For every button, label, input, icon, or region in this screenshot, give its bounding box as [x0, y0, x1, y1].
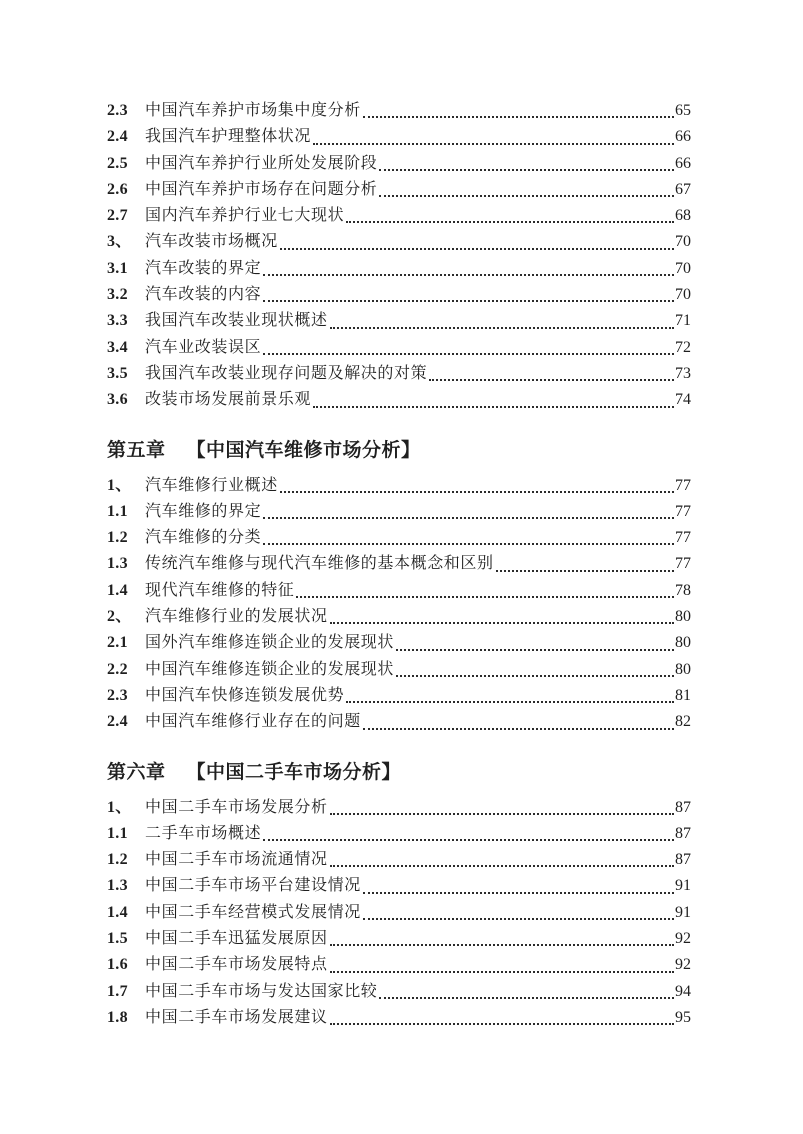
toc-entry[interactable]	[107, 873, 691, 899]
entry-title: 中国二手车经营模式发展情况	[145, 903, 361, 921]
entry-page-number: 66	[675, 154, 691, 172]
dot-leader	[263, 517, 674, 519]
entry-page-number: 91	[675, 877, 691, 895]
entry-page-number: 80	[675, 660, 691, 678]
entry-title: 中国二手车市场发展特点	[145, 956, 328, 974]
chapter-number: 第六章	[107, 761, 166, 783]
chapter-title: 【中国二手车市场分析】	[186, 761, 402, 783]
dot-leader	[346, 701, 674, 703]
chapter-number: 第五章	[107, 439, 166, 461]
toc-entry[interactable]	[107, 124, 691, 150]
entry-page-number: 81	[675, 686, 691, 704]
dot-leader	[363, 116, 674, 118]
dot-leader	[263, 543, 674, 545]
entry-title: 中国汽车养护市场存在问题分析	[145, 180, 378, 198]
entry-number: 1.1	[107, 824, 128, 842]
entry-number: 3.6	[107, 391, 128, 409]
entry-number: 1、	[107, 798, 132, 816]
entry-number: 1.4	[107, 903, 128, 921]
dot-leader	[379, 169, 674, 171]
entry-number: 1.5	[107, 930, 128, 948]
entry-title: 国内汽车养护行业七大现状	[145, 207, 345, 225]
entry-title: 中国二手车迅猛发展原因	[145, 930, 328, 948]
dot-leader	[330, 971, 674, 973]
toc-entry[interactable]	[107, 525, 691, 551]
dot-leader	[263, 353, 674, 355]
toc-entry[interactable]	[107, 683, 691, 709]
entry-number: 1.7	[107, 982, 128, 1000]
entry-title: 汽车维修的分类	[145, 529, 262, 547]
entry-number: 1、	[107, 476, 132, 494]
entry-page-number: 77	[675, 555, 691, 573]
entry-page-number: 87	[675, 851, 691, 869]
entry-number: 3、	[107, 233, 132, 251]
entry-number: 2.2	[107, 660, 128, 678]
entry-title: 中国汽车维修连锁企业的发展现状	[145, 660, 395, 678]
toc-entry[interactable]	[107, 952, 691, 978]
entry-title: 中国二手车市场与发达国家比较	[145, 982, 378, 1000]
entry-page-number: 77	[675, 476, 691, 494]
entry-page-number: 80	[675, 634, 691, 652]
toc-entry[interactable]	[107, 499, 691, 525]
entry-page-number: 67	[675, 180, 691, 198]
dot-leader	[263, 274, 674, 276]
entry-number: 1.8	[107, 1008, 128, 1026]
dot-leader	[396, 675, 674, 677]
entry-page-number: 77	[675, 529, 691, 547]
entry-page-number: 80	[675, 608, 691, 626]
entry-page-number: 65	[675, 102, 691, 119]
entry-page-number: 92	[675, 930, 691, 948]
entry-page-number: 66	[675, 128, 691, 146]
dot-leader	[313, 406, 674, 408]
toc-entry[interactable]	[107, 795, 691, 821]
entry-page-number: 68	[675, 207, 691, 225]
toc-entry[interactable]	[107, 335, 691, 361]
entry-number: 3.3	[107, 312, 128, 330]
dot-leader	[363, 728, 674, 730]
dot-leader	[379, 195, 674, 197]
toc-entry[interactable]	[107, 151, 691, 177]
toc-entry[interactable]	[107, 229, 691, 255]
entry-page-number: 91	[675, 903, 691, 921]
entry-number: 2、	[107, 608, 132, 626]
entry-title: 汽车维修行业的发展状况	[145, 608, 328, 626]
entry-number: 2.4	[107, 128, 128, 146]
entry-page-number: 70	[675, 233, 691, 251]
dot-leader	[263, 839, 674, 841]
entry-title: 中国二手车市场发展建议	[145, 1008, 328, 1026]
entry-title: 我国汽车改装业现状概述	[145, 312, 328, 330]
entry-title: 中国二手车市场流通情况	[145, 851, 328, 869]
toc-entry[interactable]	[107, 551, 691, 577]
dot-leader	[379, 997, 674, 999]
dot-leader	[313, 143, 674, 145]
dot-leader	[280, 248, 674, 250]
toc-entry[interactable]	[107, 308, 691, 334]
toc-section	[107, 758, 691, 1032]
dot-leader	[280, 491, 674, 493]
entry-number: 2.6	[107, 180, 128, 198]
toc-entry[interactable]	[107, 979, 691, 1005]
entry-title: 汽车改装市场概况	[145, 233, 278, 251]
toc-entry[interactable]	[107, 473, 691, 499]
entry-title: 国外汽车维修连锁企业的发展现状	[145, 634, 395, 652]
entry-title: 中国二手车市场发展分析	[145, 798, 328, 816]
toc-entry[interactable]	[107, 709, 691, 735]
entry-title: 中国汽车维修行业存在的问题	[145, 713, 361, 731]
entry-number: 1.2	[107, 851, 128, 869]
entry-number: 2.7	[107, 207, 128, 225]
chapter-title: 【中国汽车维修市场分析】	[186, 439, 421, 461]
entry-page-number: 72	[675, 338, 691, 356]
entry-number: 3.2	[107, 286, 128, 304]
dot-leader	[330, 327, 674, 329]
entry-title: 中国汽车养护行业所处发展阶段	[145, 154, 378, 172]
entry-number: 1.4	[107, 581, 128, 599]
dot-leader	[363, 918, 674, 920]
entry-number: 1.6	[107, 956, 128, 974]
entry-number: 2.4	[107, 713, 128, 731]
dot-leader	[496, 570, 674, 572]
toc-entry[interactable]	[107, 203, 691, 229]
entry-page-number: 95	[675, 1008, 691, 1026]
entry-title: 我国汽车改装业现存问题及解决的对策	[145, 364, 428, 382]
toc-entry[interactable]	[107, 926, 691, 952]
entry-title: 汽车维修的界定	[145, 502, 262, 520]
chapter-heading	[107, 758, 691, 788]
dot-leader	[330, 622, 674, 624]
entry-number: 1.1	[107, 502, 128, 520]
entry-title: 中国汽车快修连锁发展优势	[145, 686, 345, 704]
toc-entry[interactable]	[107, 256, 691, 282]
entry-page-number: 73	[675, 364, 691, 382]
entry-title: 中国汽车养护市场集中度分析	[145, 102, 361, 119]
entry-number: 2.1	[107, 634, 128, 652]
chapter-heading	[107, 436, 691, 466]
dot-leader	[429, 379, 674, 381]
entry-page-number: 71	[675, 312, 691, 330]
toc-entry[interactable]	[107, 847, 691, 873]
toc-entry[interactable]	[107, 282, 691, 308]
dot-leader	[363, 892, 674, 894]
toc-entry[interactable]	[107, 578, 691, 604]
dot-leader	[263, 300, 674, 302]
entry-title: 汽车维修行业概述	[145, 476, 278, 494]
entry-title: 我国汽车护理整体状况	[145, 128, 312, 146]
toc	[107, 98, 691, 1031]
entry-title: 汽车业改装误区	[145, 338, 262, 356]
entry-number: 2.3	[107, 686, 128, 704]
entry-number: 2.5	[107, 154, 128, 172]
entry-title: 传统汽车维修与现代汽车维修的基本概念和区别	[145, 555, 494, 573]
toc-entry[interactable]	[107, 177, 691, 203]
entry-page-number: 87	[675, 798, 691, 816]
entry-number: 3.5	[107, 364, 128, 382]
entry-title: 改装市场发展前景乐观	[145, 391, 312, 409]
toc-entry[interactable]	[107, 1005, 691, 1031]
entry-number: 1.3	[107, 877, 128, 895]
entry-number: 3.4	[107, 338, 128, 356]
toc-entry[interactable]	[107, 657, 691, 683]
dot-leader	[330, 865, 674, 867]
toc-entry[interactable]	[107, 361, 691, 387]
toc-entry[interactable]	[107, 630, 691, 656]
entry-number: 1.3	[107, 555, 128, 573]
entry-page-number: 74	[675, 391, 691, 409]
entry-number: 2.3	[107, 102, 128, 119]
entry-page-number: 70	[675, 286, 691, 304]
entry-page-number: 77	[675, 502, 691, 520]
entry-page-number: 78	[675, 581, 691, 599]
entry-title: 汽车改装的内容	[145, 286, 262, 304]
entry-title: 现代汽车维修的特征	[145, 581, 295, 599]
dot-leader	[330, 1023, 674, 1025]
entry-page-number: 87	[675, 824, 691, 842]
dot-leader	[346, 221, 674, 223]
entry-page-number: 70	[675, 259, 691, 277]
toc-entry[interactable]	[107, 821, 691, 847]
toc-entry[interactable]	[107, 387, 691, 413]
toc-entry[interactable]	[107, 604, 691, 630]
dot-leader	[330, 944, 674, 946]
toc-entry[interactable]	[107, 98, 691, 124]
entry-page-number: 82	[675, 713, 691, 731]
entry-title: 二手车市场概述	[145, 824, 262, 842]
dot-leader	[396, 649, 674, 651]
entry-page-number: 92	[675, 956, 691, 974]
dot-leader	[296, 596, 674, 598]
entry-number: 3.1	[107, 259, 128, 277]
toc-section	[107, 436, 691, 736]
dot-leader	[330, 813, 674, 815]
entry-number: 1.2	[107, 529, 128, 547]
entry-page-number: 94	[675, 982, 691, 1000]
entry-title: 中国二手车市场平台建设情况	[145, 877, 361, 895]
toc-section	[107, 98, 691, 414]
toc-entry[interactable]	[107, 900, 691, 926]
entry-title: 汽车改装的界定	[145, 259, 262, 277]
